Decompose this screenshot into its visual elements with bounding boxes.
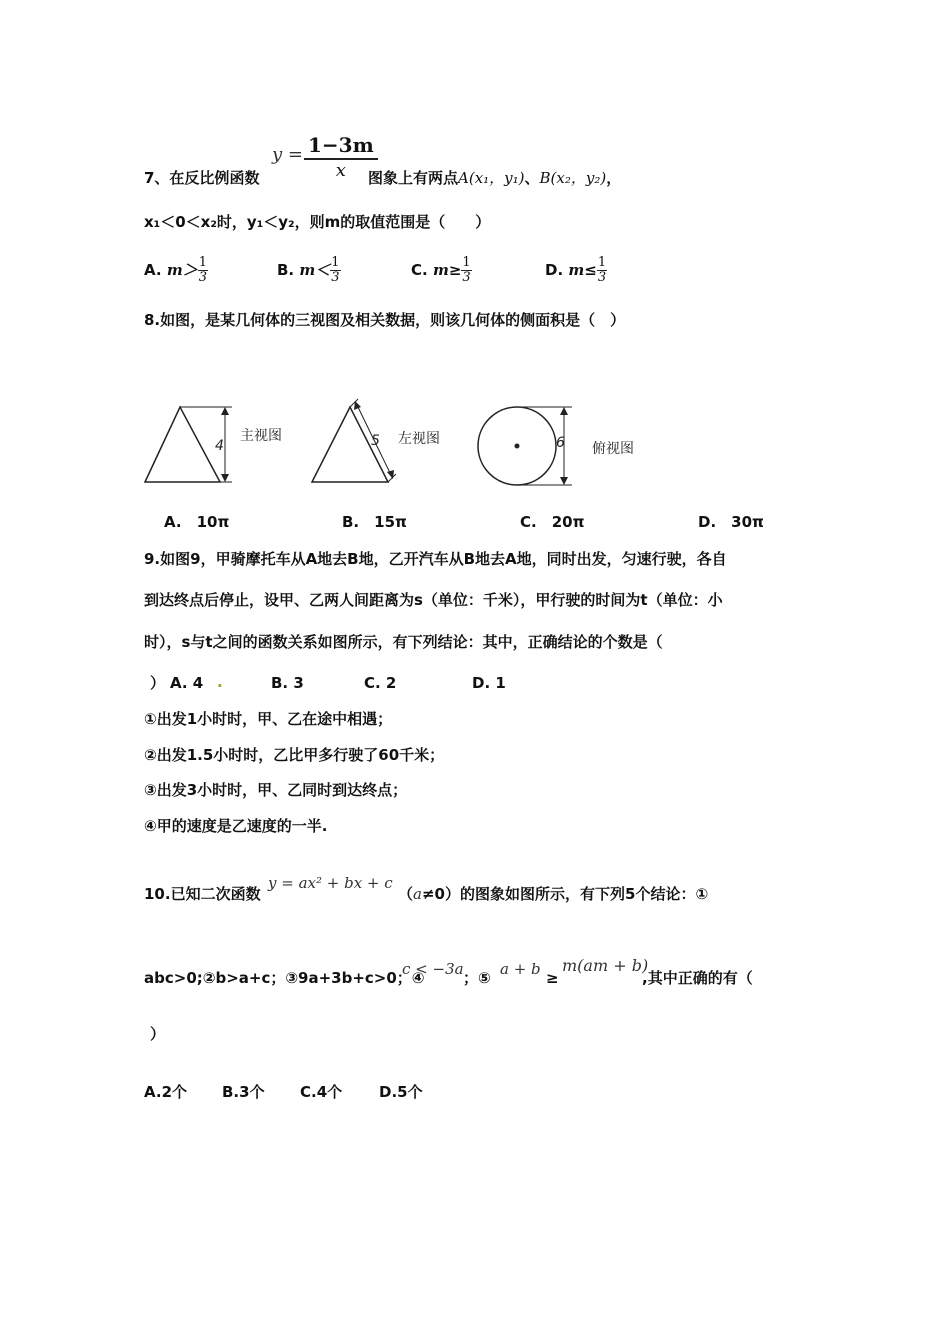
- q9-options-line: [150, 673, 165, 693]
- q10-option-a: A.2个: [144, 1083, 188, 1101]
- q7-condition: x₁＜0＜x₂时，y₁＜y₂，则m的取值范围是（ ）: [144, 213, 491, 231]
- q8-option-c: C. 20π: [520, 513, 585, 531]
- q9-conclusion-1: ①出发1小时时，甲、乙在途中相遇；: [144, 710, 393, 728]
- q7-option-d-rel: m≤: [568, 261, 597, 279]
- q7-option-b-rel: m＜: [299, 261, 331, 279]
- q8-text: 8.如图，是某几何体的三视图及相关数据，则该几何体的侧面积是（ ）: [144, 311, 626, 329]
- q7-option-c-rel: m≥: [432, 261, 462, 279]
- q7-option-c: [411, 256, 472, 285]
- q7-formula-lhs: y =: [272, 144, 303, 165]
- q10-cond-a: a: [413, 885, 422, 903]
- q10-option-c: C.4个: [300, 1083, 343, 1101]
- q10-function-formula: y = ax² + bx + c: [268, 874, 393, 892]
- q7-line1: [144, 168, 259, 188]
- front-view-dimension: 4: [215, 438, 224, 454]
- q7-lead: 7、在反比例函数: [144, 169, 260, 187]
- q10-formula-4: c < −3a: [402, 960, 464, 978]
- side-view-label: 左视图: [398, 431, 440, 447]
- q10-formula-5-rel: ≥: [546, 969, 559, 987]
- q10-formula-5-right: m(am + b): [562, 956, 649, 975]
- q10-lead: 10.已知二次函数: [144, 885, 261, 903]
- q7-option-c-den: 3: [462, 270, 471, 285]
- q7-option-d-den: 3: [597, 270, 607, 285]
- q10-line2-b: ；⑤: [463, 969, 491, 987]
- q7-option-a-num: 1: [198, 255, 207, 270]
- q7-line1-tail: [368, 168, 621, 188]
- q7-formula: [270, 132, 374, 182]
- q7-option-b-num: 1: [331, 255, 340, 270]
- q7-point-a: A(x₁，y₁): [458, 169, 525, 187]
- q8-option-a: A. 10π: [164, 513, 230, 531]
- q7-option-d-num: 1: [597, 255, 607, 270]
- top-view-dimension: 6: [556, 435, 565, 451]
- q7-option-a-label: A.: [144, 261, 162, 279]
- q10-formula-5-left: a + b: [500, 960, 541, 978]
- q7-option-c-label: C.: [411, 261, 428, 279]
- q10-tail: 的图象如图所示，有下列5个结论：①: [460, 885, 709, 903]
- q8-three-views-figure: [140, 395, 660, 495]
- top-view: [478, 407, 634, 485]
- q9-conclusion-3: ③出发3小时时，甲、乙同时到达终点；: [144, 781, 408, 799]
- q7-option-b-label: B.: [277, 261, 295, 279]
- front-view: [145, 407, 282, 482]
- q10-line3: ）: [150, 1025, 166, 1043]
- q7-option-d-frac: [597, 256, 607, 285]
- front-view-label: 主视图: [240, 428, 282, 444]
- q9-line2: 到达终点后停止，设甲、乙两人间距离为s（单位：千米），甲行驶的时间为t（单位：小: [144, 591, 723, 609]
- q9-option-c: C. 2: [364, 674, 397, 692]
- q7-fraction-numerator: 1−3m: [304, 132, 378, 160]
- q8-option-d: D. 30π: [698, 513, 764, 531]
- q7-option-a-den: 3: [198, 270, 207, 285]
- q10-option-d: D.5个: [379, 1083, 423, 1101]
- q9-conclusion-4: ④甲的速度是乙速度的一半.: [144, 817, 328, 835]
- q9-close-paren: ）: [150, 674, 166, 692]
- q7-tail-1: 图象上有两点: [368, 169, 459, 187]
- side-view: [312, 399, 440, 482]
- q7-point-b: B(x₂，y₂): [539, 169, 607, 187]
- q9-option-d: D. 1: [472, 674, 506, 692]
- q7-fraction: [304, 132, 378, 182]
- top-view-label: 俯视图: [592, 441, 634, 457]
- q10-line2-a: abc>0;②b>a+c；③9a+3b+c>0；④: [144, 969, 425, 987]
- q7-option-a-frac: [198, 256, 208, 285]
- q10-option-b: B.3个: [222, 1083, 265, 1101]
- q7-sep: 、: [524, 169, 540, 187]
- q10-cond-paren-close: ）: [444, 885, 460, 903]
- q9-line1: 9.如图9，甲骑摩托车从A地去B地，乙开汽车从B地去A地，同时出发，匀速行驶，各自: [144, 550, 727, 568]
- q7-option-b-frac: [330, 256, 340, 285]
- q9-stray-dot: .: [217, 673, 223, 691]
- q7-option-d-label: D.: [545, 261, 564, 279]
- side-view-dimension: 5: [371, 433, 380, 449]
- q10-line1: [144, 884, 261, 904]
- q7-option-a-rel: m＞: [166, 261, 198, 279]
- q7-option-c-frac: [461, 256, 471, 285]
- q9-option-b: B. 3: [271, 674, 304, 692]
- q9-conclusion-2: ②出发1.5小时时，乙比甲多行驶了60千米；: [144, 746, 445, 764]
- q7-option-a: [144, 256, 208, 285]
- q9-option-a: A. 4: [170, 674, 204, 692]
- q10-cond-paren-open: （: [398, 885, 414, 903]
- q7-option-b: [277, 256, 341, 285]
- q10-condition: [398, 884, 708, 904]
- q7-option-d: [545, 256, 607, 285]
- q7-tail-2: ，: [606, 169, 622, 187]
- q10-cond-rest: ≠0: [421, 885, 445, 903]
- q8-option-b: B. 15π: [342, 513, 407, 531]
- q9-line3: 时），s与t之间的函数关系如图所示，有下列结论：其中，正确结论的个数是（: [144, 633, 663, 651]
- q7-option-c-num: 1: [462, 255, 471, 270]
- q10-line2-c: ,其中正确的有（: [642, 969, 753, 987]
- q7-option-b-den: 3: [331, 270, 340, 285]
- q7-fraction-denominator: x: [335, 160, 346, 181]
